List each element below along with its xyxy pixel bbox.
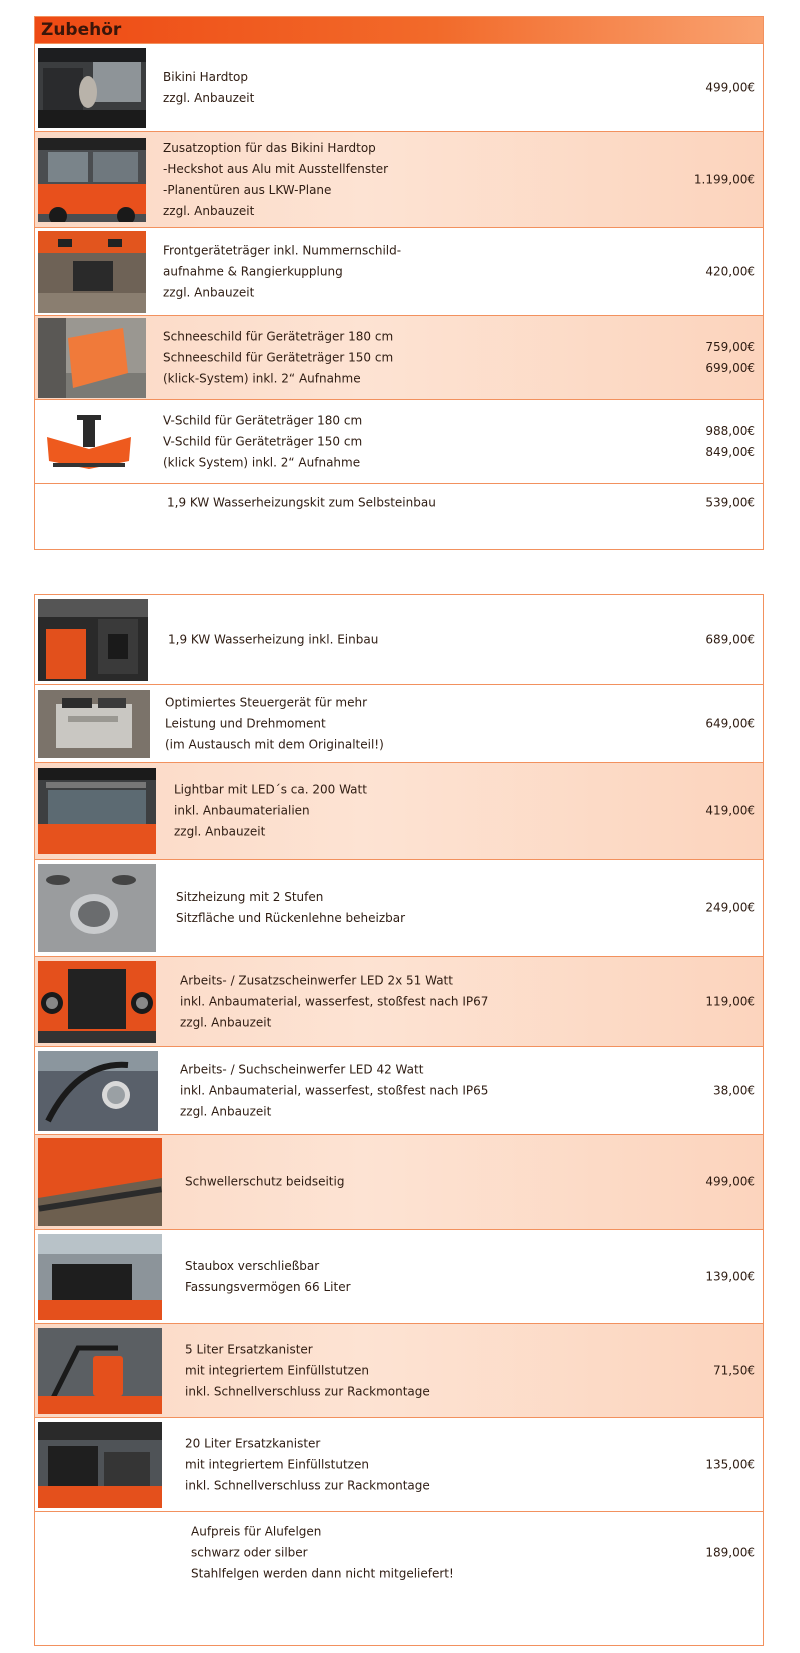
item-description: V-Schild für Geräteträger 180 cm V-Schild für Geräteträger 150 cm (klick System) inkl. 2“ Aufnahme xyxy=(163,413,363,469)
seat-heater-photo xyxy=(38,864,156,952)
accessories-price-sheet-2 xyxy=(34,594,764,1646)
item-price: 189,00€ xyxy=(705,1545,755,1560)
price-row-v-plow xyxy=(35,400,763,484)
price-row-canister-5l xyxy=(35,1324,763,1418)
item-description: Aufpreis für Alufelgen schwarz oder silber Stahlfelgen werden dann nicht mitgeliefert! xyxy=(191,1524,454,1581)
item-price: 689,00€ xyxy=(705,632,755,646)
section-title: Zubehör xyxy=(41,20,122,40)
item-price: 139,00€ xyxy=(705,1269,755,1283)
price-row-hardtop-option xyxy=(35,132,763,228)
item-description: 20 Liter Ersatzkanister mit integriertem Einfüllstutzen inkl. Schnellverschluss zur Rackmontage xyxy=(185,1436,430,1492)
price-row-sill-guard xyxy=(35,1135,763,1230)
item-description: Sitzheizung mit 2 Stufen Sitzfläche und Rückenlehne beheizbar xyxy=(176,890,406,925)
ecu-photo xyxy=(38,690,150,758)
item-description: Schneeschild für Geräteträger 180 cm Schneeschild für Geräteträger 150 cm (klick-System) inkl. 2“ Aufnahme xyxy=(163,329,394,385)
accessories-price-sheet-1 xyxy=(34,16,764,550)
item-description: Lightbar mit LED´s ca. 200 Watt inkl. Anbaumaterialien zzgl. Anbauzeit xyxy=(174,782,367,839)
item-description: Staubox verschließbar Fassungsvermögen 66 Liter xyxy=(185,1258,351,1294)
price-row-heater-kit xyxy=(35,484,763,521)
led-lamps-photo xyxy=(38,961,156,1043)
item-price: 1.199,00€ xyxy=(693,172,755,186)
section-title-bar xyxy=(35,17,763,44)
heater-seat-photo xyxy=(38,599,148,681)
item-description: Frontgeräteträger inkl. Nummernschild- aufnahme & Rangierkupplung zzgl. Anbauzeit xyxy=(163,243,402,299)
canister-20l-photo xyxy=(38,1422,162,1508)
price-row-snow-plow xyxy=(35,316,763,400)
price-row-storage-box xyxy=(35,1230,763,1324)
item-description: Zusatzoption für das Bikini Hardtop -Heckshot aus Alu mit Ausstellfenster -Planentüren aus LKW-Plane zzgl. Anbauzeit xyxy=(163,140,389,218)
item-price: 249,00€ xyxy=(705,900,755,915)
item-price: 649,00€ xyxy=(705,716,755,730)
item-description: Optimiertes Steuergerät für mehr Leistung und Drehmoment (im Austausch mit dem Originalteil!) xyxy=(165,695,384,751)
canister-5l-photo xyxy=(38,1328,162,1414)
price-row-canister-20l xyxy=(35,1418,763,1512)
sill-guard-photo xyxy=(38,1138,162,1226)
storage-box-photo xyxy=(38,1234,162,1320)
snow-plow-photo xyxy=(38,318,146,398)
item-price: 38,00€ xyxy=(713,1083,755,1097)
item-price: 499,00€ xyxy=(705,80,755,94)
price-row-lightbar xyxy=(35,763,763,860)
item-price: 499,00€ xyxy=(705,1174,755,1189)
price-row-bikini-hardtop xyxy=(35,44,763,132)
item-price: 135,00€ xyxy=(705,1457,755,1471)
price-row-front-carrier xyxy=(35,228,763,316)
item-price: 988,00€ 849,00€ xyxy=(705,423,755,459)
item-price: 419,00€ xyxy=(705,803,755,818)
item-price: 119,00€ xyxy=(705,994,755,1008)
price-row-seat-heater xyxy=(35,860,763,957)
item-description: 1,9 KW Wasserheizung inkl. Einbau xyxy=(168,632,379,646)
price-row-led-lamps xyxy=(35,957,763,1047)
item-description: Arbeits- / Zusatzscheinwerfer LED 2x 51 Watt inkl. Anbaumaterial, wasserfest, stoßfest nach IP67 zzgl. Anbauzeit xyxy=(180,973,489,1029)
item-price: 71,50€ xyxy=(713,1363,755,1377)
price-row-ecu xyxy=(35,685,763,763)
search-lamp-photo xyxy=(38,1051,158,1131)
item-price: 539,00€ xyxy=(705,495,755,509)
hardtop-photo xyxy=(38,48,146,128)
item-description: Bikini Hardtop zzgl. Anbauzeit xyxy=(163,69,255,105)
lightbar-photo xyxy=(38,768,156,854)
price-row-alloy-rims xyxy=(35,1512,763,1594)
item-description: Schwellerschutz beidseitig xyxy=(185,1174,345,1189)
item-description: 1,9 KW Wasserheizungskit zum Selbsteinbau xyxy=(167,495,436,509)
item-price: 420,00€ xyxy=(705,264,755,278)
item-description: 5 Liter Ersatzkanister mit integriertem Einfüllstutzen inkl. Schnellverschluss zur Rackmontage xyxy=(185,1342,430,1398)
price-row-search-lamp xyxy=(35,1047,763,1135)
v-plow-photo xyxy=(43,411,135,473)
front-carrier-photo xyxy=(38,231,146,313)
heckshot-photo xyxy=(38,138,146,222)
price-row-water-heater xyxy=(35,595,763,685)
item-price: 759,00€ 699,00€ xyxy=(705,339,755,375)
item-description: Arbeits- / Suchscheinwerfer LED 42 Watt inkl. Anbaumaterial, wasserfest, stoßfest nach IP65 zzgl. Anbauzeit xyxy=(180,1062,489,1118)
